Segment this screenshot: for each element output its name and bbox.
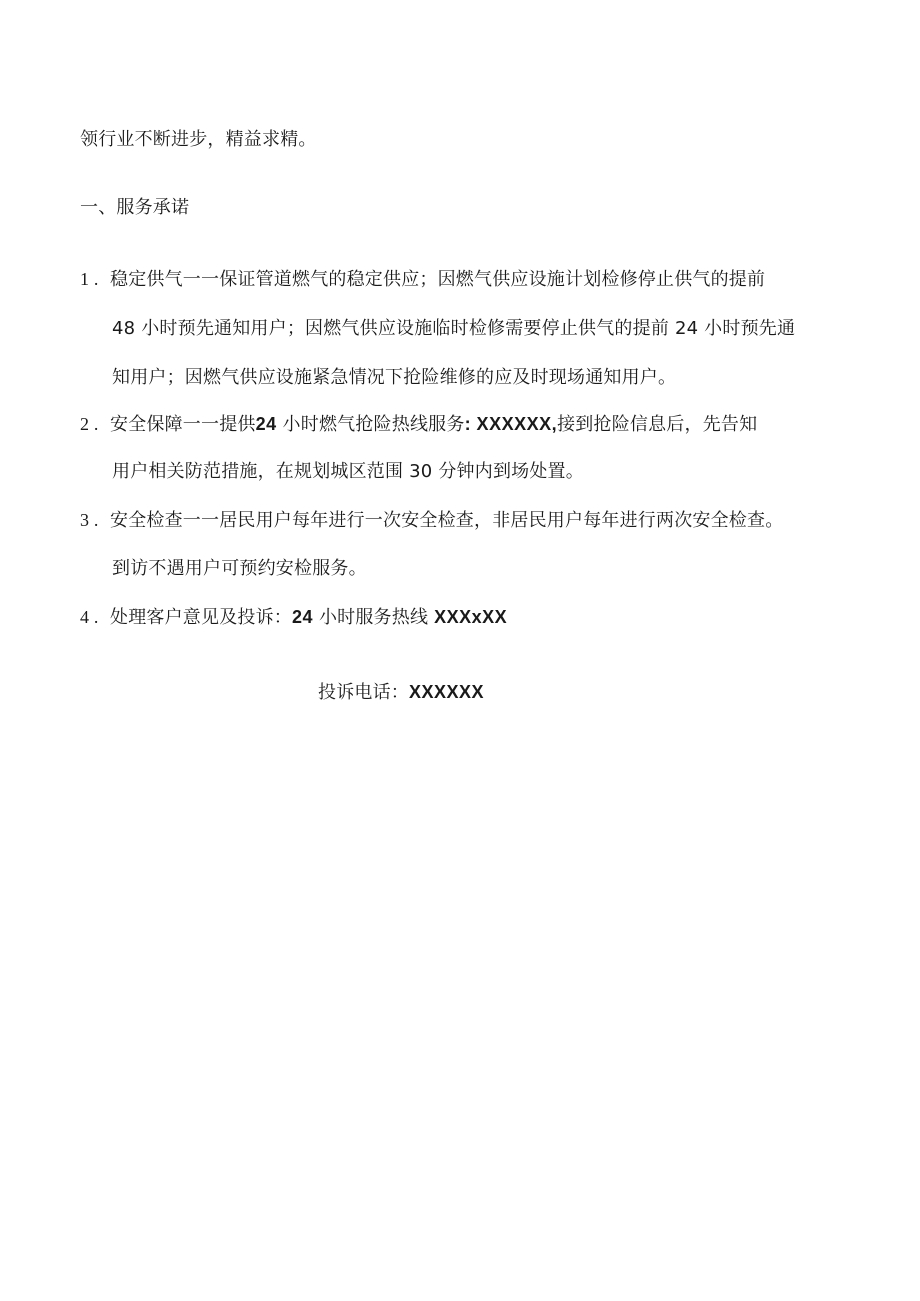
list-item-1 bbox=[80, 267, 765, 292]
list-item-text: 安全保障一一提供 bbox=[110, 414, 256, 435]
service-hotline-number: XXXxXX bbox=[434, 607, 508, 627]
emergency-hotline-number: : XXXXXX, bbox=[464, 414, 558, 434]
list-item-text: 处理客户意见及投诉： bbox=[110, 607, 292, 628]
list-item-2-continuation bbox=[112, 460, 584, 484]
list-item-3 bbox=[80, 508, 783, 533]
section-heading bbox=[80, 196, 189, 220]
service-hours: 24 bbox=[292, 607, 314, 627]
list-item-1-continuation bbox=[112, 366, 676, 390]
section-heading-text: 一、服务承诺 bbox=[80, 197, 190, 218]
intro-text: 领行业不断进步，精益求精。 bbox=[80, 129, 317, 150]
list-item-text: 知用户；因燃气供应设施紧急情况下抢险维修的应及时现场通知用户。 bbox=[112, 367, 677, 388]
list-item-4 bbox=[80, 605, 507, 630]
list-item-text: 稳定供气一一保证管道燃气的稳定供应；因燃气供应设施计划检修停止供气的提前 bbox=[110, 269, 766, 290]
list-item-number: 2 . bbox=[80, 414, 99, 434]
list-item-text: 到访不遇用户可预约安检服务。 bbox=[112, 558, 367, 579]
list-item-text: 用户相关防范措施，在规划城区范围 30 分钟内到场处置。 bbox=[112, 461, 584, 482]
list-item-2 bbox=[80, 412, 757, 437]
list-item-number: 3 . bbox=[80, 510, 99, 530]
list-item-text: 接到抢险信息后，先告知 bbox=[557, 414, 758, 435]
list-item-text: 小时燃气抢险热线服务 bbox=[276, 414, 465, 435]
complaint-line bbox=[318, 680, 484, 705]
list-item-1-continuation bbox=[112, 317, 795, 341]
list-item-3-continuation bbox=[112, 557, 367, 581]
list-item-text: 小时服务热线 bbox=[313, 607, 435, 628]
complaint-phone: XXXXXX bbox=[409, 682, 485, 702]
hotline-hours: 24 bbox=[255, 414, 277, 434]
list-item-number: 1 . bbox=[80, 269, 99, 289]
list-item-text: 安全检查一一居民用户每年进行一次安全检查，非居民用户每年进行两次安全检查。 bbox=[110, 510, 784, 531]
intro-line bbox=[80, 128, 317, 152]
list-item-text: 48 小时预先通知用户；因燃气供应设施临时检修需要停止供气的提前 24 小时预先通 bbox=[112, 318, 796, 339]
complaint-label: 投诉电话： bbox=[318, 682, 409, 703]
list-item-number: 4 . bbox=[80, 607, 99, 627]
